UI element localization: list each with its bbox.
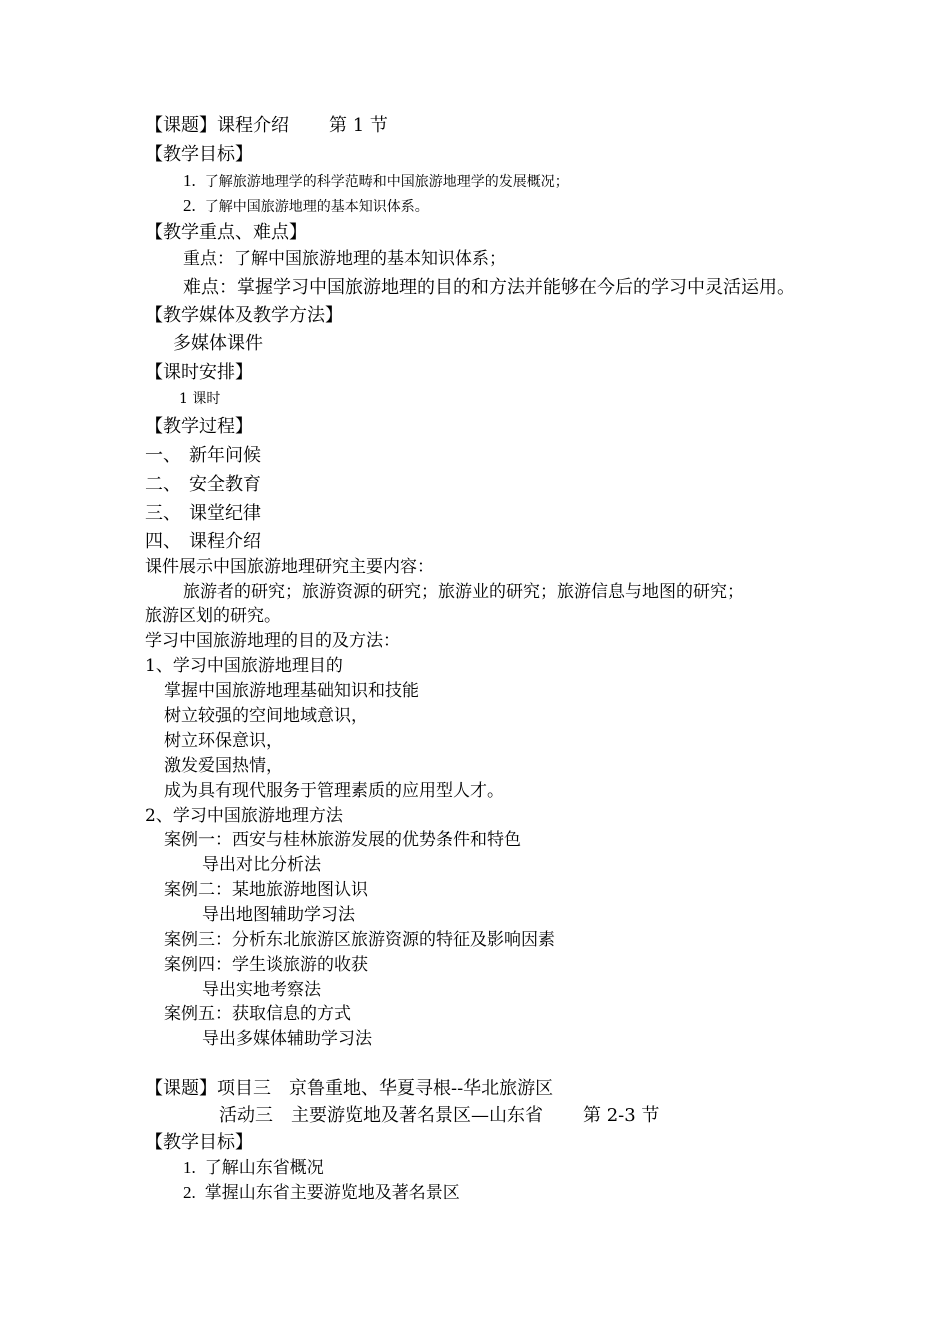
case-result: 导出多媒体辅助学习法 xyxy=(202,1029,372,1049)
objective-item xyxy=(183,1159,324,1177)
media-text: 多媒体课件 xyxy=(173,333,263,354)
case-item: 案例二：某地旅游地图认识 xyxy=(164,880,368,900)
process-step-number: 四、 xyxy=(145,531,181,552)
schedule-heading: 【课时安排】 xyxy=(145,362,253,383)
objective-text: 了解中国旅游地理的基本知识体系。 xyxy=(204,199,429,215)
goals-heading: 1、学习中国旅游地理目的 xyxy=(145,656,343,676)
objective-item xyxy=(183,1184,460,1202)
objectives-heading: 【教学目标】 xyxy=(145,1132,253,1153)
process-step xyxy=(145,476,261,494)
objective-item xyxy=(183,172,569,189)
objective-number: 1. xyxy=(183,171,196,190)
case-result: 导出地图辅助学习法 xyxy=(202,905,355,925)
goal-item: 激发爱国热情， xyxy=(164,756,283,776)
lesson-title: 【课题】课程介绍 xyxy=(145,115,289,136)
objectives-heading: 【教学目标】 xyxy=(145,144,253,165)
lesson-title-line: 【课题】项目三 京鲁重地、华夏寻根--华北旅游区 xyxy=(145,1078,554,1099)
objective-number: 2. xyxy=(183,1183,196,1202)
media-heading: 【教学媒体及教学方法】 xyxy=(145,305,343,326)
research-content-line: 旅游者的研究；旅游资源的研究；旅游业的研究；旅游信息与地图的研究； xyxy=(183,582,744,602)
key-points-heading: 【教学重点、难点】 xyxy=(145,222,307,243)
goal-item: 掌握中国旅游地理基础知识和技能 xyxy=(164,681,419,701)
methods-heading: 2、学习中国旅游地理方法 xyxy=(145,806,343,826)
key-point: 重点：了解中国旅游地理的基本知识体系； xyxy=(183,249,506,269)
research-content-line: 旅游区划的研究。 xyxy=(145,606,281,626)
case-item: 案例三：分析东北旅游区旅游资源的特征及影响因素 xyxy=(164,930,555,950)
process-step-text: 课堂纪律 xyxy=(189,503,261,524)
case-result: 导出实地考察法 xyxy=(202,980,321,1000)
process-step-text: 安全教育 xyxy=(189,474,261,495)
case-item: 案例四：学生谈旅游的收获 xyxy=(164,955,368,975)
lesson-subtitle-line xyxy=(219,1107,659,1125)
schedule-text: 1 课时 xyxy=(179,391,221,407)
objective-item xyxy=(183,197,429,214)
objective-number: 1. xyxy=(183,1158,196,1177)
case-item: 案例一：西安与桂林旅游发展的优势条件和特色 xyxy=(164,830,521,850)
lesson-session: 第 1 节 xyxy=(329,115,388,136)
process-step-number: 一、 xyxy=(145,445,181,466)
process-step-text: 新年问候 xyxy=(189,445,261,466)
lesson-subtitle: 活动三 主要游览地及著名景区—山东省 xyxy=(219,1105,543,1126)
process-step-text: 课程介绍 xyxy=(189,531,261,552)
purpose-intro: 学习中国旅游地理的目的及方法： xyxy=(145,631,400,651)
process-step xyxy=(145,447,261,465)
lesson-session: 第 2-3 节 xyxy=(583,1105,660,1126)
case-item: 案例五：获取信息的方式 xyxy=(164,1004,351,1024)
difficult-point: 难点：掌握学习中国旅游地理的目的和方法并能够在今后的学习中灵活运用。 xyxy=(183,277,795,298)
goal-item: 成为具有现代服务于管理素质的应用型人才。 xyxy=(164,781,504,801)
case-result: 导出对比分析法 xyxy=(202,855,321,875)
objective-number: 2. xyxy=(183,196,196,215)
goal-item: 树立较强的空间地域意识， xyxy=(164,706,368,726)
process-step xyxy=(145,505,261,523)
process-heading: 【教学过程】 xyxy=(145,416,253,437)
goal-item: 树立环保意识， xyxy=(164,731,283,751)
process-step-number: 二、 xyxy=(145,474,181,495)
objective-text: 了解旅游地理学的科学范畴和中国旅游地理学的发展概况； xyxy=(204,174,569,190)
process-step-number: 三、 xyxy=(145,503,181,524)
objective-text: 了解山东省概况 xyxy=(204,1158,324,1178)
courseware-intro: 课件展示中国旅游地理研究主要内容： xyxy=(145,557,434,577)
process-step xyxy=(145,533,261,551)
lesson-title-line xyxy=(145,117,388,135)
objective-text: 掌握山东省主要游览地及著名景区 xyxy=(204,1183,460,1203)
